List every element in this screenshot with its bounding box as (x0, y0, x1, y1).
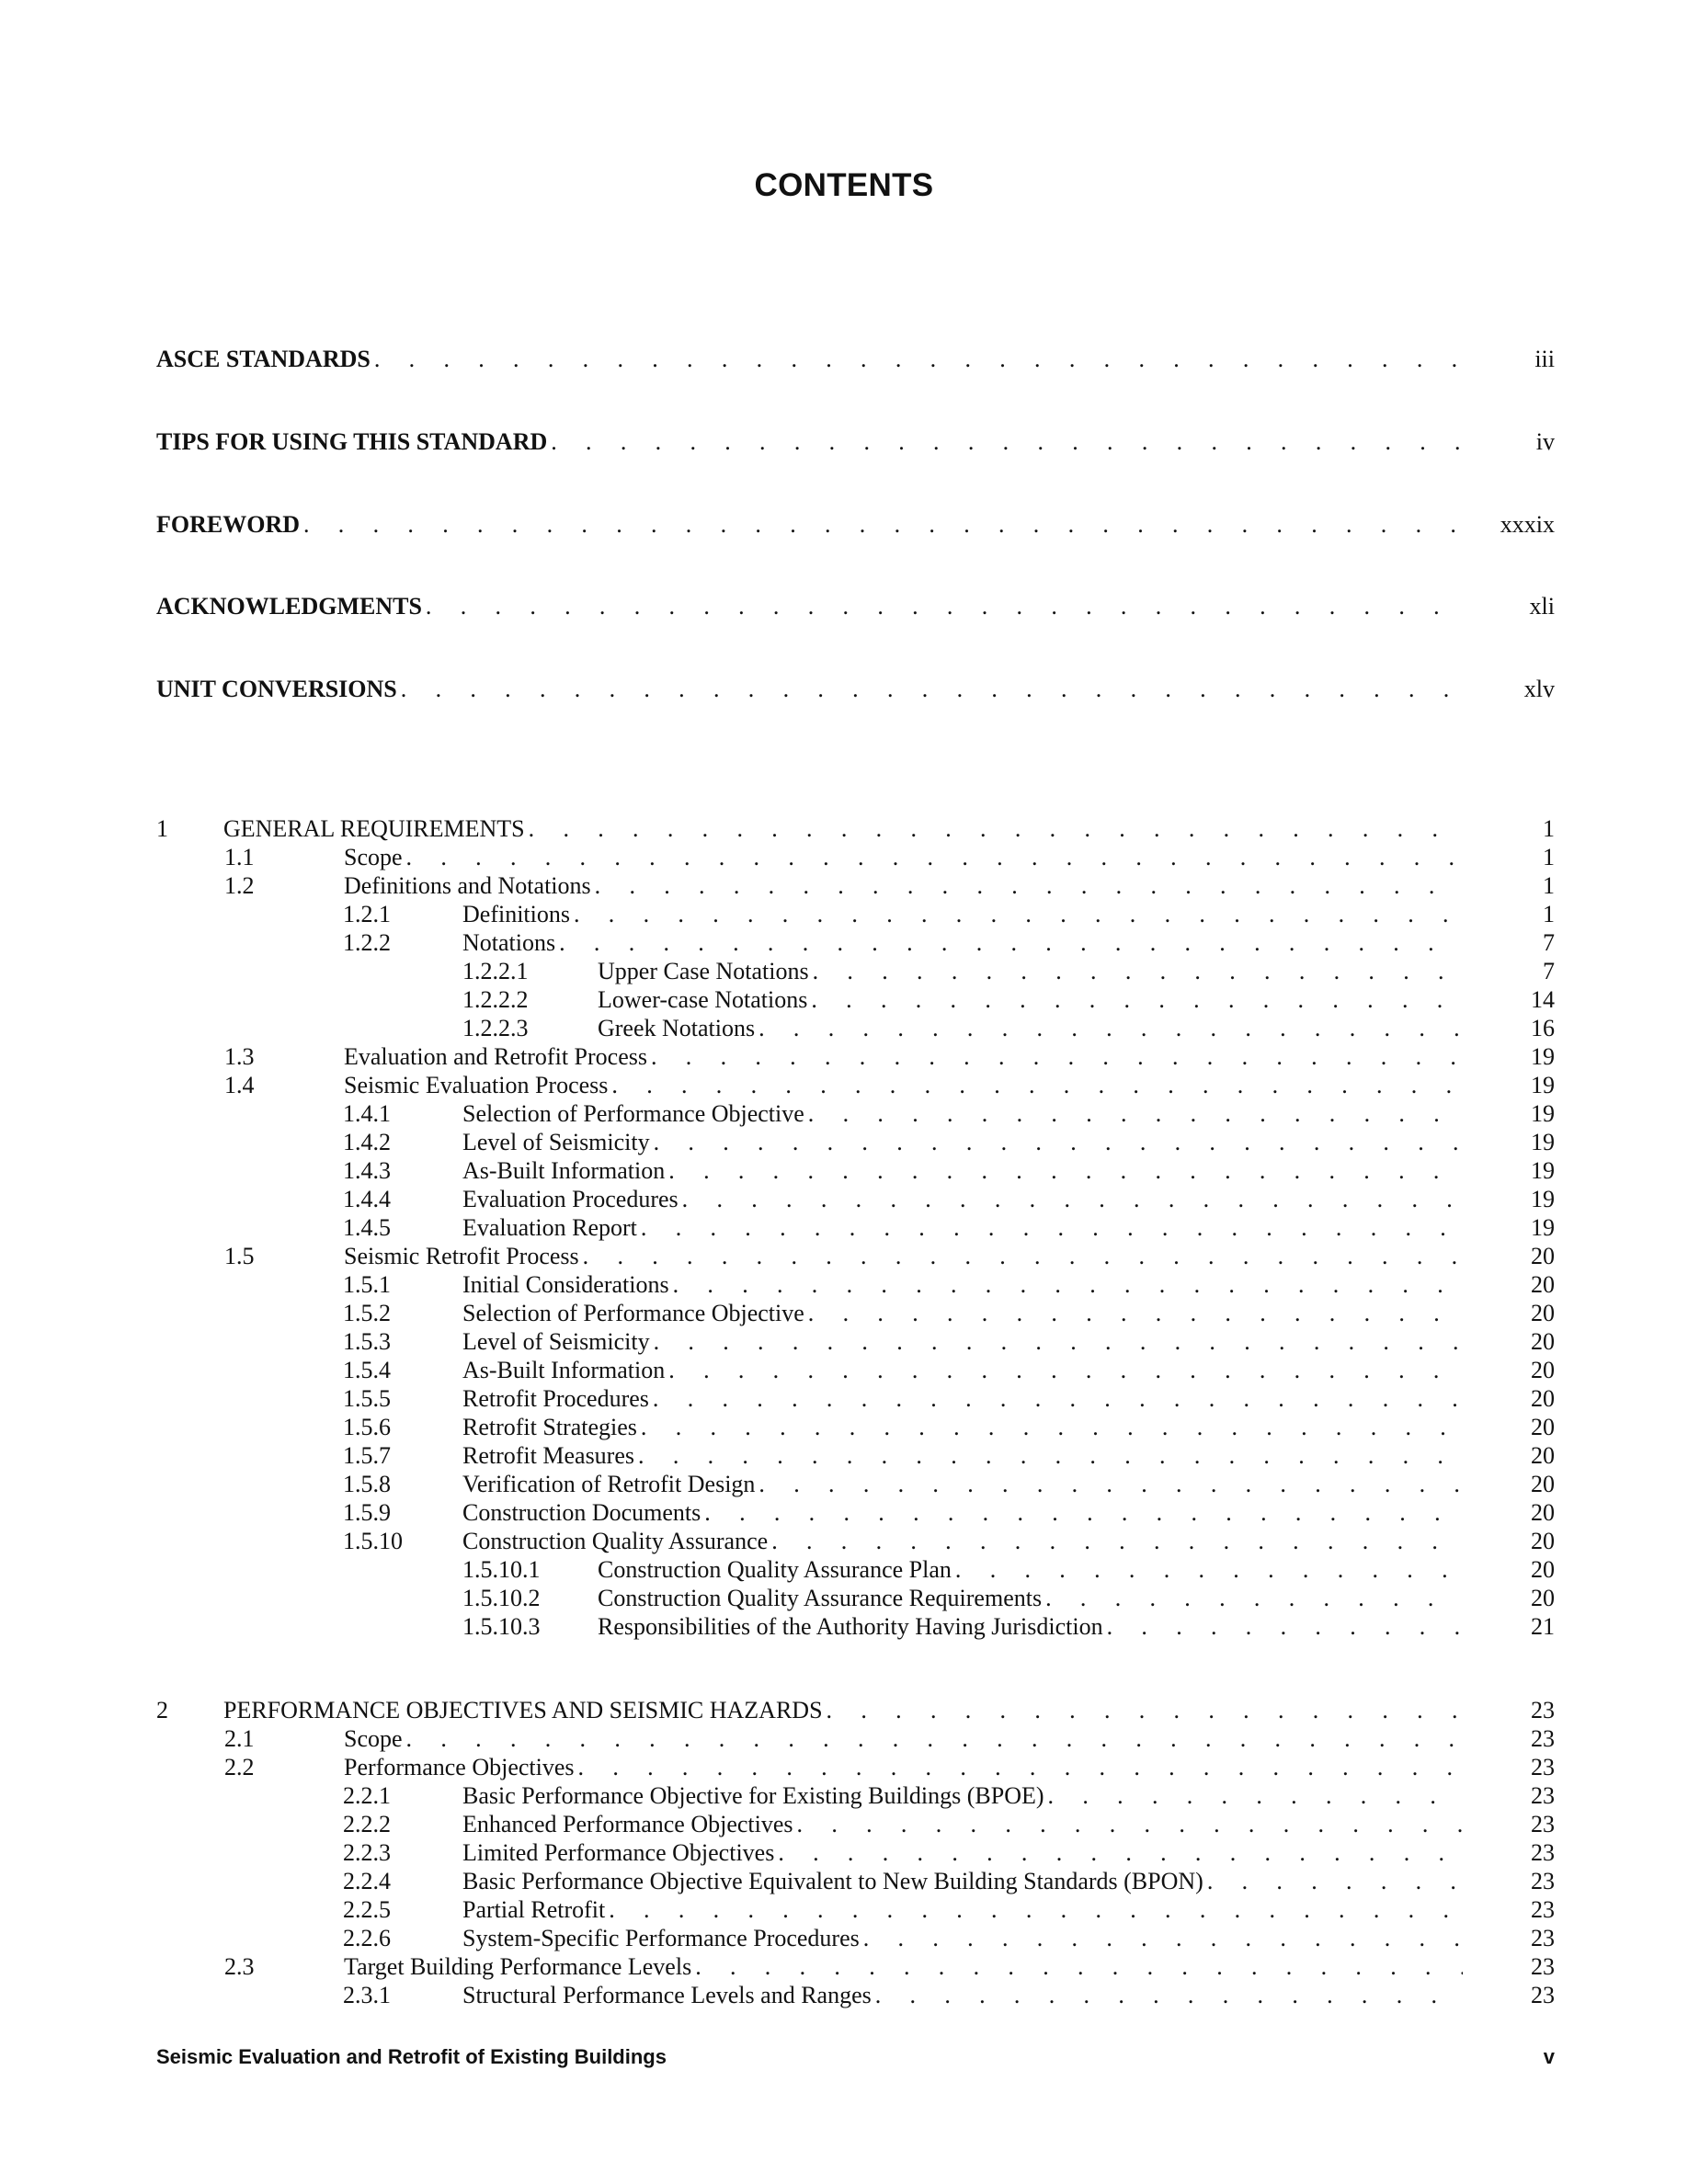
toc-number: 1.4 (224, 1072, 255, 1098)
toc-number: 1.5.2 (343, 1300, 391, 1326)
toc-entry-title: ACKNOWLEDGMENTS (156, 593, 422, 620)
dot-leader (570, 900, 1463, 929)
toc-page-number: 20 (1531, 1357, 1555, 1383)
toc-section[interactable] (224, 843, 1555, 872)
dot-leader (701, 1498, 1463, 1528)
toc-entry-title: Basic Performance Objective Equivalent to New Building Standards (BPON) (462, 1868, 1203, 1894)
toc-page-number: 20 (1531, 1414, 1555, 1440)
toc-subsection[interactable] (343, 1867, 1555, 1896)
toc-entry-title: Notations (462, 929, 556, 956)
dot-leader (547, 427, 1463, 457)
toc-page-number: 19 (1531, 1129, 1555, 1155)
toc-entry-title: Verification of Retrofit Design (462, 1471, 756, 1497)
toc-entry-title: Construction Documents (462, 1499, 701, 1526)
toc-subsection[interactable] (343, 1156, 1555, 1186)
toc-subsection[interactable] (343, 1924, 1555, 1953)
dot-leader (637, 1213, 1463, 1243)
toc-subsubsection[interactable] (462, 1555, 1555, 1585)
dot-leader (525, 814, 1463, 844)
toc-number: 1.5.5 (343, 1385, 391, 1412)
toc-subsection[interactable] (343, 1527, 1555, 1556)
toc-entry-title: GENERAL REQUIREMENTS (223, 815, 525, 842)
dot-leader (1103, 1612, 1463, 1642)
dot-leader (647, 1042, 1463, 1072)
toc-subsection[interactable] (343, 1810, 1555, 1839)
toc-page-number: 20 (1531, 1328, 1555, 1355)
toc-section[interactable] (224, 871, 1555, 901)
toc-number: 1.2.2 (343, 929, 391, 956)
toc-subsection[interactable] (343, 1327, 1555, 1357)
toc-number: 1.5.10.1 (462, 1556, 541, 1583)
toc-page-number: 23 (1531, 1725, 1555, 1752)
toc-page-number: 20 (1531, 1556, 1555, 1583)
toc-subsection[interactable] (343, 900, 1555, 929)
toc-entry-title: Initial Considerations (462, 1271, 669, 1298)
toc-page-number: iv (1535, 428, 1555, 455)
toc-section[interactable] (224, 1042, 1555, 1072)
toc-page-number: 19 (1531, 1072, 1555, 1098)
toc-number: 1.2.2.3 (462, 1015, 529, 1041)
toc-number: 1.2.2.1 (462, 958, 529, 984)
toc-number: 2.2.6 (343, 1925, 391, 1951)
toc-page-number: iii (1534, 346, 1555, 372)
toc-subsection[interactable] (343, 1781, 1555, 1811)
toc-page-number: 23 (1531, 1839, 1555, 1866)
toc-section[interactable] (224, 1242, 1555, 1271)
toc-page-number: 23 (1531, 1754, 1555, 1780)
toc-entry-title: As-Built Information (462, 1157, 666, 1184)
toc-page-number: 20 (1531, 1499, 1555, 1526)
toc-subsection[interactable] (343, 1384, 1555, 1414)
dot-leader (755, 1014, 1463, 1043)
toc-chapter-2[interactable] (156, 1696, 1555, 1725)
toc-number: 1.3 (224, 1043, 255, 1070)
toc-number: 2.2.1 (343, 1782, 391, 1809)
toc-entry-title: Evaluation Report (462, 1214, 637, 1241)
toc-subsection[interactable] (343, 1470, 1555, 1499)
toc-entry-title: Lower-case Notations (598, 986, 808, 1013)
dot-leader (669, 1270, 1463, 1300)
dot-leader (649, 1384, 1463, 1414)
toc-entry-title: FOREWORD (156, 511, 300, 538)
dot-leader (952, 1555, 1463, 1585)
toc-number: 2.2.2 (343, 1811, 391, 1837)
toc-entry-title: Seismic Evaluation Process (344, 1072, 609, 1098)
toc-number: 1.5.4 (343, 1357, 391, 1383)
dot-leader (1203, 1867, 1463, 1896)
toc-entry-title: Limited Performance Objectives (462, 1839, 775, 1866)
toc-subsection[interactable] (343, 1498, 1555, 1528)
dot-leader (860, 1924, 1463, 1953)
toc-number: 1.4.5 (343, 1214, 391, 1241)
toc-subsection[interactable] (343, 1356, 1555, 1385)
toc-page-number: 23 (1531, 1896, 1555, 1923)
toc-section[interactable] (224, 1724, 1555, 1754)
toc-page-number: 20 (1531, 1528, 1555, 1554)
toc-section[interactable] (224, 1071, 1555, 1100)
dot-leader (575, 1753, 1463, 1782)
toc-subsubsection[interactable] (462, 1014, 1555, 1043)
toc-number: 1.4.1 (343, 1100, 391, 1127)
toc-page-number: 21 (1531, 1613, 1555, 1640)
toc-page-number: 19 (1531, 1043, 1555, 1070)
toc-subsubsection[interactable] (462, 1584, 1555, 1613)
dot-leader (397, 675, 1463, 704)
toc-page-number: 23 (1531, 1982, 1555, 2008)
toc-subsection[interactable] (343, 1895, 1555, 1925)
toc-number: 1.2.2.2 (462, 986, 529, 1013)
toc-subsection[interactable] (343, 1299, 1555, 1328)
toc-page-number: 23 (1531, 1697, 1555, 1723)
toc-page-number: 20 (1531, 1271, 1555, 1298)
toc-page-number: 7 (1543, 958, 1555, 984)
dot-leader (650, 1128, 1463, 1157)
toc-entry-title: Performance Objectives (344, 1754, 575, 1780)
dot-leader (679, 1185, 1463, 1214)
dot-leader (774, 1838, 1463, 1868)
toc-entry-title: Construction Quality Assurance (462, 1528, 769, 1554)
toc-subsubsection[interactable] (462, 985, 1555, 1015)
page-title: CONTENTS (754, 167, 934, 203)
toc-number: 1 (156, 815, 168, 842)
dot-leader (403, 1724, 1463, 1754)
toc-page-number: 19 (1531, 1157, 1555, 1184)
toc-number: 1.2 (224, 872, 255, 899)
toc-section[interactable] (224, 1753, 1555, 1782)
page-footer (156, 2045, 1555, 2073)
dot-leader (793, 1810, 1463, 1839)
toc-number: 2 (156, 1697, 168, 1723)
toc-entry-title: Partial Retrofit (462, 1896, 606, 1923)
toc-number: 1.5.10 (343, 1528, 403, 1554)
toc-number: 1.5.7 (343, 1442, 391, 1469)
dot-leader (650, 1327, 1463, 1357)
toc-subsection[interactable] (343, 1981, 1555, 2010)
toc-entry-title: Upper Case Notations (598, 958, 809, 984)
toc-number: 2.3 (224, 1953, 255, 1980)
toc-number: 1.4.3 (343, 1157, 391, 1184)
dot-leader (872, 1981, 1463, 2010)
toc-page-number: 19 (1531, 1214, 1555, 1241)
toc-page-number: xxxix (1500, 511, 1555, 538)
dot-leader (768, 1527, 1463, 1556)
toc-entry-title: Enhanced Performance Objectives (462, 1811, 793, 1837)
toc-entry-title: Structural Performance Levels and Ranges (462, 1982, 872, 2008)
toc-entry-title: Construction Quality Assurance Plan (598, 1556, 952, 1583)
dot-leader (807, 985, 1463, 1015)
toc-subsection[interactable] (343, 1099, 1555, 1129)
footer-page-number: v (1543, 2045, 1555, 2068)
toc-page-number: 19 (1531, 1100, 1555, 1127)
toc-page-number: 20 (1531, 1471, 1555, 1497)
dot-leader (591, 871, 1463, 901)
dot-leader (1044, 1781, 1463, 1811)
toc-page-number: xli (1529, 593, 1555, 620)
toc-subsection[interactable] (343, 1213, 1555, 1243)
toc-number: 1.5.1 (343, 1271, 391, 1298)
toc-page-number: 1 (1543, 901, 1555, 927)
toc-number: 1.2.1 (343, 901, 391, 927)
toc-number: 2.3.1 (343, 1982, 391, 2008)
toc-page-number: 20 (1531, 1300, 1555, 1326)
dot-leader (1042, 1584, 1463, 1613)
toc-entry-title: Retrofit Procedures (462, 1385, 649, 1412)
dot-leader (823, 1696, 1463, 1725)
toc-entry-title: Seismic Retrofit Process (344, 1243, 579, 1269)
toc-number: 1.4.4 (343, 1186, 391, 1212)
footer-book-title: Seismic Evaluation and Retrofit of Existing Buildings (156, 2045, 667, 2068)
toc-entry-title: Evaluation Procedures (462, 1186, 679, 1212)
toc-page-number: 23 (1531, 1868, 1555, 1894)
toc-subsection[interactable] (343, 928, 1555, 958)
toc-page-number: 7 (1543, 929, 1555, 956)
dot-leader (665, 1156, 1463, 1186)
toc-number: 2.2.5 (343, 1896, 391, 1923)
toc-number: 1.1 (224, 844, 255, 870)
toc-entry-title: Basic Performance Objective for Existing Buildings (BPOE) (462, 1782, 1044, 1809)
toc-number: 1.5.10.3 (462, 1613, 541, 1640)
toc-page-number: 23 (1531, 1782, 1555, 1809)
toc-entry-title: TIPS FOR USING THIS STANDARD (156, 428, 548, 455)
toc-entry-title: PERFORMANCE OBJECTIVES AND SEISMIC HAZARDS (223, 1697, 823, 1723)
toc-number: 1.5.6 (343, 1414, 391, 1440)
toc-page-number: 20 (1531, 1442, 1555, 1469)
toc-entry-title: System-Specific Performance Procedures (462, 1925, 860, 1951)
toc-entry-title: Definitions (462, 901, 570, 927)
toc-entry-title: Selection of Performance Objective (462, 1100, 804, 1127)
toc-entry-title: Retrofit Strategies (462, 1414, 637, 1440)
toc-subsection[interactable] (343, 1185, 1555, 1214)
dot-leader (637, 1413, 1463, 1442)
toc-page-number: 19 (1531, 1186, 1555, 1212)
toc-page-number: 1 (1543, 844, 1555, 870)
toc-entry-title: Selection of Performance Objective (462, 1300, 804, 1326)
toc-entry-title: Level of Seismicity (462, 1328, 650, 1355)
toc-entry-title: ASCE STANDARDS (156, 346, 371, 372)
dot-leader (608, 1071, 1463, 1100)
dot-leader (804, 1099, 1463, 1129)
toc-page-number: xlv (1523, 676, 1555, 702)
dot-leader (804, 1299, 1463, 1328)
dot-leader (555, 928, 1463, 958)
dot-leader (371, 345, 1463, 374)
toc-number: 2.1 (224, 1725, 255, 1752)
toc-entry-asce-standards[interactable] (156, 345, 1555, 374)
toc-page-number: 1 (1543, 872, 1555, 899)
toc-entry-title: Greek Notations (598, 1015, 756, 1041)
dot-leader (422, 592, 1463, 621)
dot-leader (605, 1895, 1463, 1925)
toc-subsection[interactable] (343, 1413, 1555, 1442)
toc-subsection[interactable] (343, 1441, 1555, 1471)
toc-number: 1.5 (224, 1243, 255, 1269)
toc-page-number: 23 (1531, 1953, 1555, 1980)
toc-chapter-1[interactable] (156, 814, 1555, 844)
dot-leader (755, 1470, 1463, 1499)
toc-page-number: 23 (1531, 1925, 1555, 1951)
dot-leader (634, 1441, 1463, 1471)
toc-number: 1.5.3 (343, 1328, 391, 1355)
toc-entry-title: Responsibilities of the Authority Having Jurisdiction (598, 1613, 1103, 1640)
toc-number: 1.4.2 (343, 1129, 391, 1155)
toc-entry-title: UNIT CONVERSIONS (156, 676, 397, 702)
toc-subsection[interactable] (343, 1838, 1555, 1868)
toc-section[interactable] (224, 1952, 1555, 1982)
dot-leader (579, 1242, 1463, 1271)
toc-number: 2.2.3 (343, 1839, 391, 1866)
toc-entry-title: Scope (344, 844, 403, 870)
toc-number: 1.5.9 (343, 1499, 391, 1526)
toc-entry-tips[interactable] (156, 427, 1555, 457)
toc-entry-foreword[interactable] (156, 510, 1555, 540)
toc-number: 2.2 (224, 1754, 255, 1780)
toc-entry-title: Scope (344, 1725, 403, 1752)
toc-number: 2.2.4 (343, 1868, 391, 1894)
toc-page-number: 23 (1531, 1811, 1555, 1837)
toc-page-number: 20 (1531, 1385, 1555, 1412)
dot-leader (300, 510, 1463, 540)
toc-entry-title: Construction Quality Assurance Requirements (598, 1585, 1043, 1611)
toc-page-number: 1 (1543, 815, 1555, 842)
dot-leader (809, 957, 1463, 986)
toc-entry-unit-conversions[interactable] (156, 675, 1555, 704)
dot-leader (665, 1356, 1463, 1385)
toc-entry-title: Evaluation and Retrofit Process (344, 1043, 647, 1070)
toc-entry-title: Definitions and Notations (344, 872, 591, 899)
dot-leader (691, 1952, 1463, 1982)
toc-subsection[interactable] (343, 1128, 1555, 1157)
toc-entry-title: Level of Seismicity (462, 1129, 650, 1155)
toc-subsection[interactable] (343, 1270, 1555, 1300)
toc-entry-title: Target Building Performance Levels (344, 1953, 692, 1980)
toc-subsubsection[interactable] (462, 957, 1555, 986)
toc-entry-title: As-Built Information (462, 1357, 666, 1383)
toc-page-number: 20 (1531, 1243, 1555, 1269)
toc-page-number: 20 (1531, 1585, 1555, 1611)
dot-leader (403, 843, 1463, 872)
toc-page-number: 16 (1531, 1015, 1555, 1041)
toc-number: 1.5.10.2 (462, 1585, 541, 1611)
toc-number: 1.5.8 (343, 1471, 391, 1497)
toc-entry-acknowledgments[interactable] (156, 592, 1555, 621)
toc-subsubsection[interactable] (462, 1612, 1555, 1642)
toc-page-number: 14 (1531, 986, 1555, 1013)
toc-entry-title: Retrofit Measures (462, 1442, 635, 1469)
